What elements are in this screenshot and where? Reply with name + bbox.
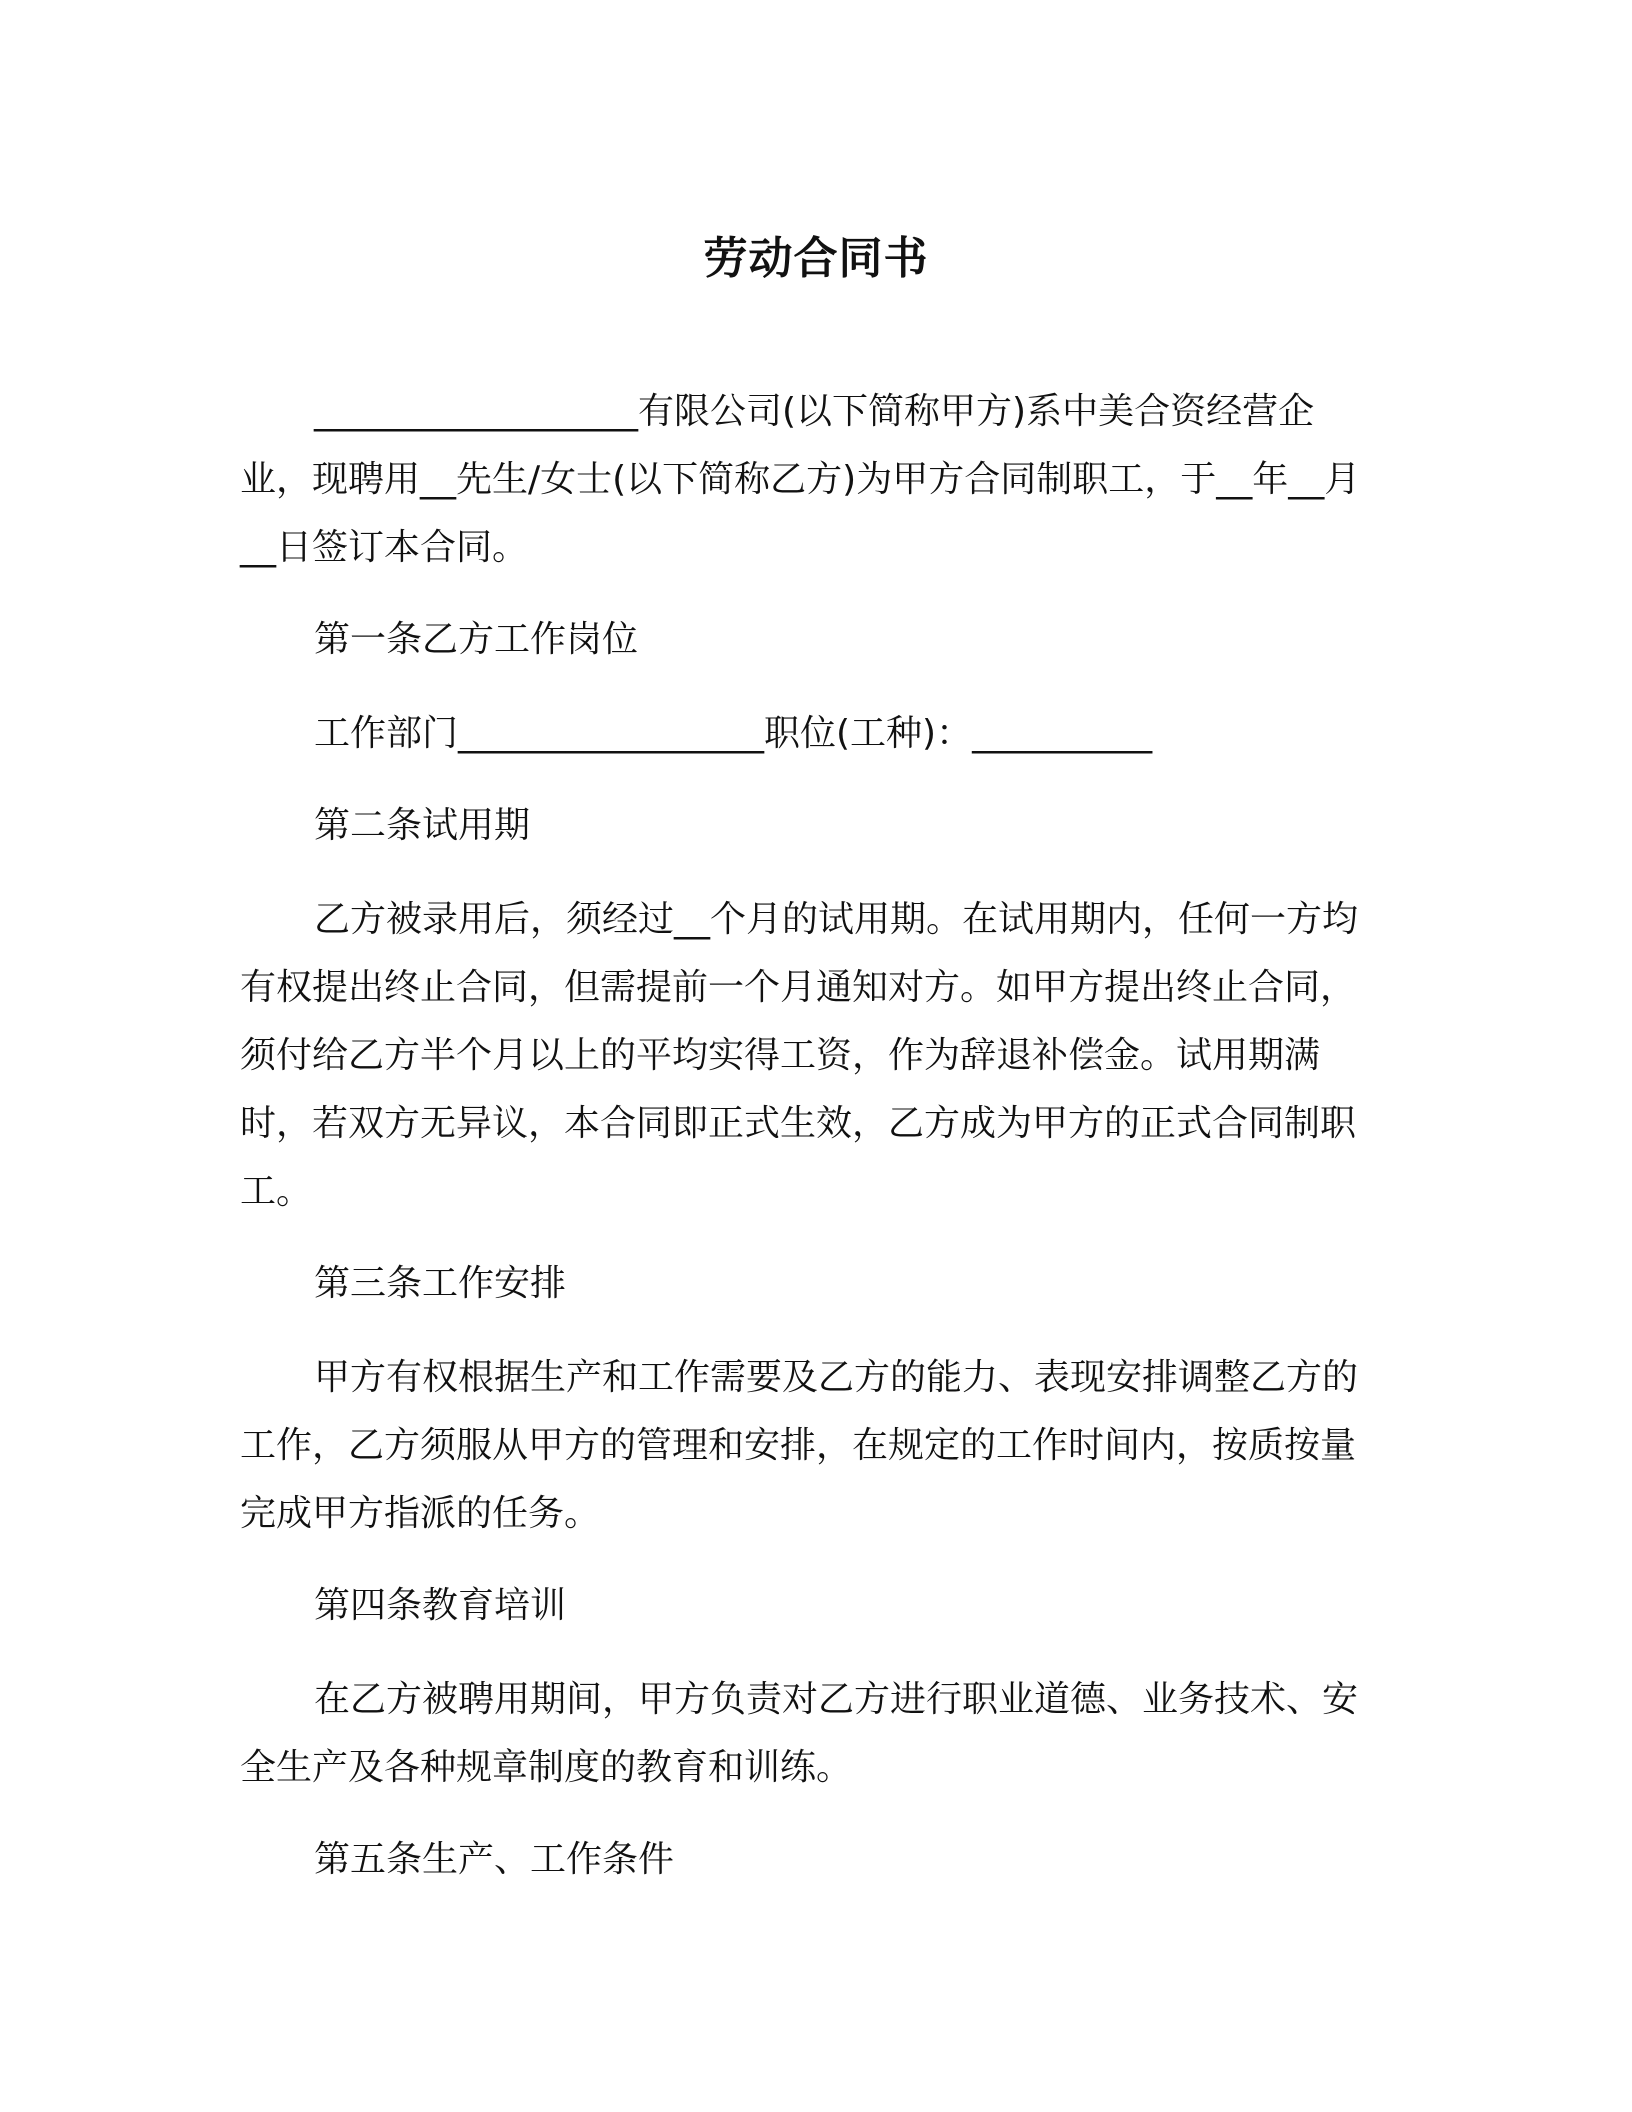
article-1-heading: 第一条乙方工作岗位 bbox=[314, 619, 639, 660]
document-body bbox=[240, 378, 1370, 1920]
article-1-body: 工作部门_________________职位(工种)：__________ bbox=[314, 713, 1153, 754]
article-3-body: 甲方有权根据生产和工作需要及乙方的能力、表现安排调整乙方的工作，乙方须服从甲方的管理和安排，在规定的工作时间内，按质按量完成甲方指派的任务。 bbox=[240, 1357, 1359, 1534]
document-title: 劳动合同书 bbox=[703, 233, 929, 284]
article-4-body: 在乙方被聘用期间，甲方负责对乙方进行职业道德、业务技术、安全生产及各种规章制度的教育和训练。 bbox=[240, 1679, 1359, 1788]
article-5-heading: 第五条生产、工作条件 bbox=[314, 1839, 675, 1880]
article-4-heading: 第四条教育培训 bbox=[314, 1585, 567, 1626]
intro-paragraph: __________________有限公司(以下简称甲方)系中美合资经营企业，现聘用__先生/女士(以下简称乙方)为甲方合同制职工，于__年__月__日签订本合同。 bbox=[240, 391, 1361, 568]
article-2-body: 乙方被录用后，须经过__个月的试用期。在试用期内，任何一方均有权提出终止合同，但需提前一个月通知对方。如甲方提出终止合同，须付给乙方半个月以上的平均实得工资，作为辞退补偿金。试用期满时，若双方无异议，本合同即正式生效，乙方成为甲方的正式合同制职工。 bbox=[240, 899, 1359, 1212]
article-2-heading: 第二条试用期 bbox=[314, 805, 531, 846]
article-3-heading: 第三条工作安排 bbox=[314, 1263, 567, 1304]
